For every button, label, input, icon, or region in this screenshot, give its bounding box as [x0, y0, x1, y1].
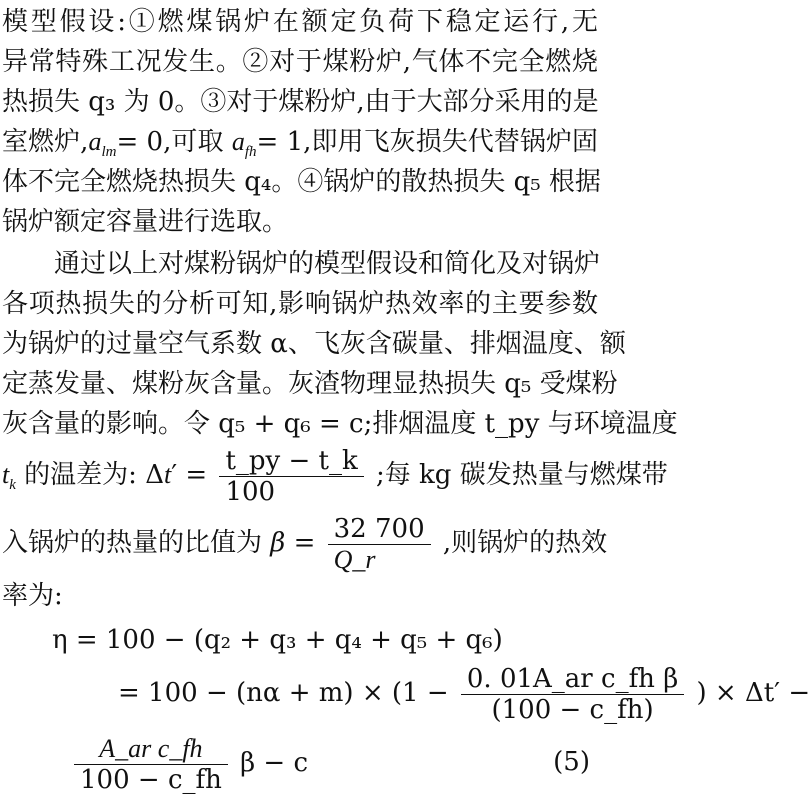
equation-frac2-den: (100 − c_fh): [491, 694, 654, 725]
beta-fraction: [328, 514, 431, 575]
para2-line6-part2: ;每 kg 碳发热量与燃煤带: [376, 460, 668, 490]
beta-symbol: β =: [270, 528, 316, 558]
para2-line4: 定蒸发量、煤粉灰含量。灰渣物理显热损失 q₅ 受煤粉: [2, 369, 618, 399]
beta-fraction-num: 32 700: [328, 514, 431, 545]
para1-line2: 异常特殊工况发生。②对于煤粉炉,气体不完全燃烧: [2, 47, 598, 77]
para1-line4-part1: 室燃炉,: [2, 127, 89, 157]
para1-line4-part3: = 1,即用飞灰损失代替锅炉固: [256, 127, 599, 157]
para1-line6: 锅炉额定容量进行选取。: [2, 207, 289, 237]
equation-row2: [118, 660, 810, 726]
equation-number: (5): [553, 747, 590, 777]
delta-t-fraction-den: 100: [225, 476, 276, 507]
para1-line5: 体不完全燃烧热损失 q₄。④锅炉的散热损失 q₅ 根据: [2, 167, 601, 197]
para2-line8: 率为:: [2, 581, 63, 611]
para2-line7-part2: ,则锅炉的热效: [442, 528, 608, 558]
beta-fraction-den: Q_r: [333, 544, 376, 574]
para2-line7-part1: 入锅炉的热量的比值为: [2, 528, 263, 558]
equation-frac3-num: A_ar c_fh: [74, 734, 228, 765]
para2-line6-part1: 的温差为:: [24, 460, 137, 490]
equation-frac3-den: 100 − c_fh: [80, 764, 222, 795]
delta-t-symbol: Δt′ =: [145, 460, 208, 490]
equation-row2-part1: = 100 − (nα + m) × (1 −: [118, 678, 449, 708]
para2-line6: [2, 444, 668, 516]
para2-line1: 通过以上对煤粉锅炉的模型假设和简化及对锅炉: [54, 249, 601, 279]
para2-line7: [2, 512, 608, 575]
para2-line2: 各项热损失的分析可知,影响锅炉热效率的主要参数: [2, 289, 598, 319]
delta-t-fraction-num: t_py − t_k: [219, 446, 363, 477]
equation-frac2-num: 0. 01A_ar c_fh β: [461, 664, 684, 695]
equation-frac2: [461, 664, 684, 725]
a-fh-symbol: $a_{fh}$: [231, 127, 257, 160]
para1-line1: 模型假设:①燃煤锅炉在额定负荷下稳定运行,无: [2, 7, 598, 37]
para2-line5: 灰含量的影响。令 q₅ + q₆ = c;排烟温度 t_py 与环境温度: [2, 409, 678, 439]
equation-row3: [70, 730, 308, 796]
equation-frac3: [74, 734, 228, 795]
para1-line3: 热损失 q₃ 为 0。③对于煤粉炉,由于大部分采用的是: [2, 87, 599, 117]
delta-t-fraction: [219, 446, 363, 507]
para2-line3: 为锅炉的过量空气系数 α、飞灰含碳量、排烟温度、额: [2, 329, 626, 359]
equation-row2-part2: ) × Δt′ −: [696, 678, 810, 708]
t-k-symbol: $t_k$: [2, 460, 16, 493]
a-lm-symbol: $a_{lm}$: [88, 127, 117, 160]
equation-row3-part: β − c: [240, 748, 309, 778]
equation-row1: η = 100 − (q₂ + q₃ + q₄ + q₅ + q₆): [52, 625, 503, 655]
para1-line4-part2: = 0,可取: [116, 127, 224, 157]
